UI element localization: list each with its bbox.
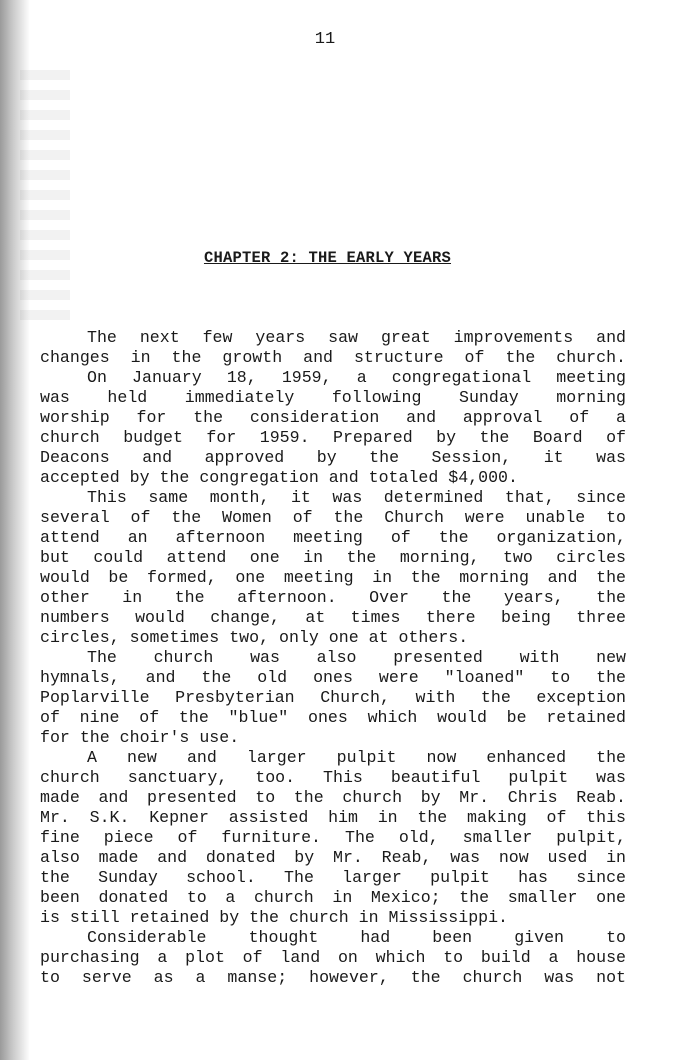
text-line: was held immediately following Sunday morning [40, 388, 626, 407]
text-line: changes in the growth and structure of the church. [40, 348, 626, 367]
text-line: been donated to a church in Mexico; the smaller one [40, 888, 626, 907]
text-line: other in the afternoon. Over the years, the [40, 588, 626, 607]
text-line: of nine of the "blue" ones which would be retained [40, 708, 626, 727]
text-line: Mr. S.K. Kepner assisted him in the making of this [40, 808, 626, 827]
text-line: circles, sometimes two, only one at others. [40, 628, 469, 647]
text-line: church budget for 1959. Prepared by the Board of [40, 428, 626, 447]
body-text [40, 328, 626, 988]
page-number: 11 [314, 30, 336, 49]
text-line: would be formed, one meeting in the morning and the [40, 568, 626, 587]
text-line: church sanctuary, too. This beautiful pulpit was [40, 768, 626, 787]
text-line: Deacons and approved by the Session, it was [40, 448, 626, 467]
text-line: numbers would change, at times there being three [40, 608, 626, 627]
text-line: On January 18, 1959, a congregational meeting [87, 368, 626, 387]
text-line: fine piece of furniture. The old, smaller pulpit, [40, 828, 626, 847]
text-line: for the choir's use. [40, 728, 240, 747]
text-line: hymnals, and the old ones were "loaned" to the [40, 668, 626, 687]
text-line: Poplarville Presbyterian Church, with the exception [40, 688, 626, 707]
text-line: purchasing a plot of land on which to build a house [40, 948, 626, 967]
chapter-title: CHAPTER 2: THE EARLY YEARS [203, 249, 452, 267]
text-line: also made and donated by Mr. Reab, was now used in [40, 848, 626, 867]
text-line: but could attend one in the morning, two circles [40, 548, 626, 567]
text-line: The next few years saw great improvements and [87, 328, 626, 347]
text-line: to serve as a manse; however, the church was not [40, 968, 626, 987]
text-line: This same month, it was determined that, since [87, 488, 626, 507]
text-line: A new and larger pulpit now enhanced the [87, 748, 626, 767]
text-line: accepted by the congregation and totaled $4,000. [40, 468, 518, 487]
text-line: attend an afternoon meeting of the organization, [40, 528, 626, 547]
text-line: is still retained by the church in Mississippi. [40, 908, 509, 927]
text-line: worship for the consideration and approval of a [40, 408, 626, 427]
text-line: The church was also presented with new [87, 648, 626, 667]
text-line: several of the Women of the Church were unable to [40, 508, 626, 527]
text-line: Considerable thought had been given to [87, 928, 626, 947]
text-line: made and presented to the church by Mr. Chris Reab. [40, 788, 626, 807]
text-line: the Sunday school. The larger pulpit has since [40, 868, 626, 887]
